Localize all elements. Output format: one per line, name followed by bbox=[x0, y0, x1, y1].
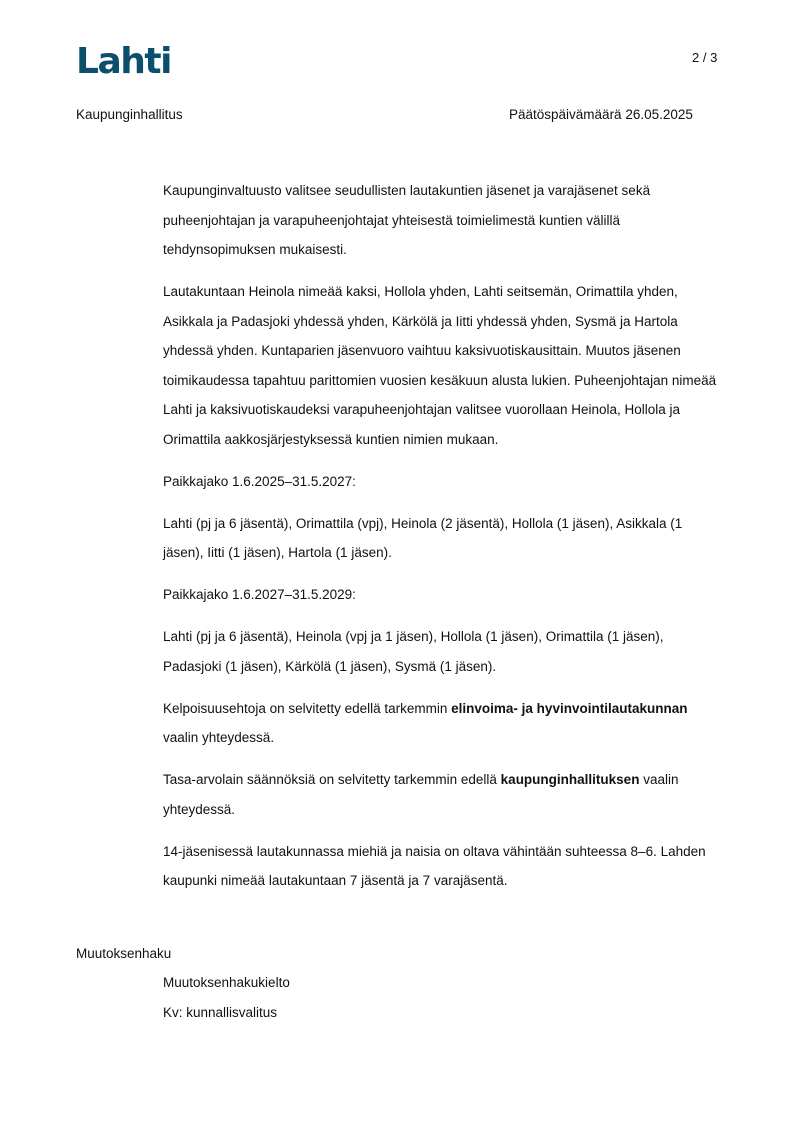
page-number: 2 / 3 bbox=[692, 50, 718, 65]
appeal-line: Kv: kunnallisvalitus bbox=[163, 1004, 278, 1020]
paragraph: Kaupunginvaltuusto valitsee seudullisten lautakuntien jäsenet ja varajäsenet sekä puheenjohtajan ja varapuheenjohtajat yhteisestä toimielimestä kuntien välillä tehdynsopimuksen mukaisesti. bbox=[163, 183, 651, 257]
text-run: Kelpoisuusehtoja on selvitetty edellä tarkemmin bbox=[163, 700, 452, 716]
appeal-line: Muutoksenhakukielto bbox=[163, 975, 290, 990]
paragraph: Lahti (pj ja 6 jäsentä), Heinola (vpj ja 1 jäsen), Hollola (1 jäsen), Orimattila (1 jäsen), Padasjoki (1 jäsen), Kärkölä (1 jäsen), Sysmä (1 jäsen). bbox=[163, 629, 664, 674]
lahti-logo: Lahti bbox=[76, 41, 171, 82]
paragraph: 14-jäsenisessä lautakunnassa miehiä ja naisia on oltava vähintään suhteessa 8–6. Lahden kaupunki nimeää lautakuntaan 7 jäsentä ja 7 varajäsentä. bbox=[163, 843, 706, 888]
paragraph: Paikkajako 1.6.2025–31.5.2027: bbox=[163, 473, 356, 489]
paragraph bbox=[163, 694, 723, 753]
organ-name: Kaupunginhallitus bbox=[76, 107, 183, 122]
section-title: Muutoksenhaku bbox=[76, 946, 172, 961]
bold-text: kaupunginhallituksen bbox=[500, 772, 640, 787]
paragraph: Lahti (pj ja 6 jäsentä), Orimattila (vpj), Heinola (2 jäsentä), Hollola (1 jäsen), Asikkala (1 jäsen), Iitti (1 jäsen), Hartola (1 jäsen). bbox=[163, 515, 683, 560]
text-run: Tasa-arvolain säännöksiä on selvitetty tarkemmin edellä bbox=[163, 772, 501, 787]
decision-date: Päätöspäivämäärä 26.05.2025 bbox=[509, 107, 693, 122]
text-run: vaalin yhteydessä. bbox=[163, 730, 275, 745]
document-body bbox=[163, 176, 723, 908]
bold-text: elinvoima- ja hyvinvointilautakunnan bbox=[451, 700, 688, 716]
paragraph: Paikkajako 1.6.2027–31.5.2029: bbox=[163, 587, 356, 602]
text-run: vaalin yhteydessä. bbox=[163, 772, 679, 817]
appeal-block bbox=[163, 968, 290, 1027]
paragraph: Lautakuntaan Heinola nimeää kaksi, Hollola yhden, Lahti seitsemän, Orimattila yhden, Asikkala ja Padasjoki yhdessä yhden, Kärkölä ja Iitti yhdessä yhden, Sysmä ja Hartola yhdessä yhden. Kuntaparien jäsenvuoro vaihtuu kaksivuotiskausittain. Muutos jäsenen toimikaudessa tapahtuu parittomien vuosien kesäkuun alusta lukien. Puheenjohtajan nimeää Lahti ja kaksivuotiskaudeksi varapuheenjohtajan valitsee vuorollaan Heinola, Hollola ja Orimattila aakkosjärjestyksessä kuntien nimien mukaan. bbox=[163, 284, 717, 447]
paragraph bbox=[163, 765, 723, 824]
